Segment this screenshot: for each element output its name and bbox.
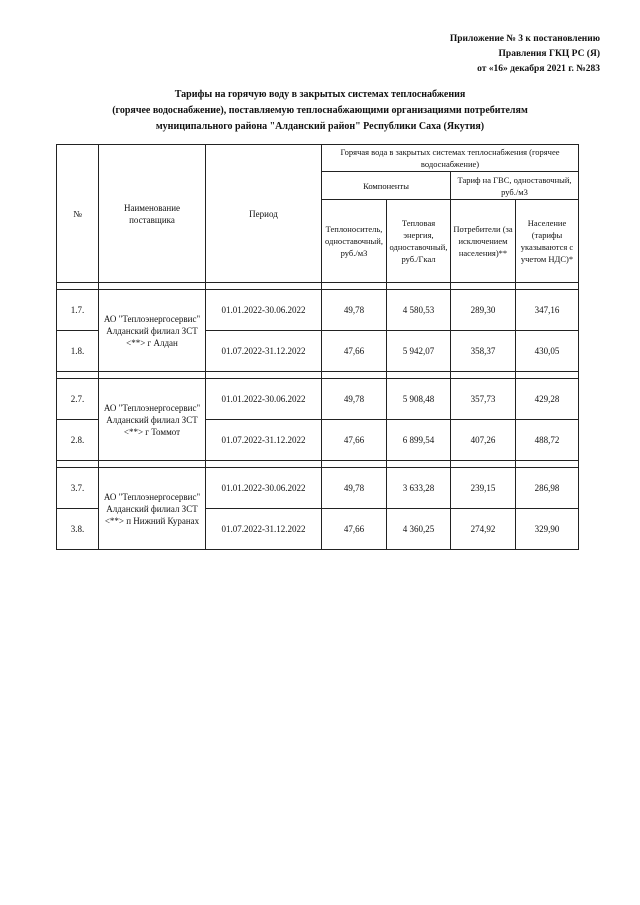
header-heat-energy: Тепловая энергия, одноставочный, руб./Гкал <box>387 200 451 283</box>
heat-energy-cell: 4 360,25 <box>387 509 451 550</box>
population-tariff-cell: 347,16 <box>516 290 579 331</box>
population-tariff-cell: 430,05 <box>516 331 579 372</box>
header-components: Компоненты <box>322 172 451 200</box>
header-tariff-gvs: Тариф на ГВС, одноставочный, руб./м3 <box>451 172 579 200</box>
consumers-tariff-cell: 358,37 <box>451 331 516 372</box>
header-consumers: Потребители (за исключением населения)** <box>451 200 516 283</box>
row-number: 2.8. <box>57 420 99 461</box>
row-number: 1.8. <box>57 331 99 372</box>
document-title <box>40 87 600 135</box>
consumers-tariff-cell: 407,26 <box>451 420 516 461</box>
population-tariff-cell: 286,98 <box>516 468 579 509</box>
row-number: 3.8. <box>57 509 99 550</box>
group-separator <box>57 283 579 290</box>
header-period: Период <box>206 145 322 283</box>
period-cell: 01.07.2022-31.12.2022 <box>206 509 322 550</box>
title-line: Тарифы на горячую воду в закрытых системах теплоснабжения <box>174 89 466 100</box>
row-number: 2.7. <box>57 379 99 420</box>
heat-carrier-cell: 49,78 <box>322 468 387 509</box>
group-separator <box>57 461 579 468</box>
header-population: Население (тарифы указываются с учетом НДС)* <box>516 200 579 283</box>
heat-energy-cell: 4 580,53 <box>387 290 451 331</box>
population-tariff-cell: 429,28 <box>516 379 579 420</box>
period-cell: 01.01.2022-30.06.2022 <box>206 468 322 509</box>
appendix-line: от «16» декабря 2021 г. №283 <box>477 64 600 74</box>
period-cell: 01.01.2022-30.06.2022 <box>206 290 322 331</box>
consumers-tariff-cell: 289,30 <box>451 290 516 331</box>
heat-carrier-cell: 47,66 <box>322 331 387 372</box>
heat-carrier-cell: 49,78 <box>322 379 387 420</box>
period-cell: 01.07.2022-31.12.2022 <box>206 331 322 372</box>
period-cell: 01.01.2022-30.06.2022 <box>206 379 322 420</box>
supplier-name: АО "Теплоэнергосервис" Алданский филиал ЗСТ <**> г Алдан <box>99 290 206 372</box>
heat-carrier-cell: 47,66 <box>322 509 387 550</box>
appendix-line: Приложение № 3 к постановлению <box>449 34 600 44</box>
period-cell: 01.07.2022-31.12.2022 <box>206 420 322 461</box>
row-number: 1.7. <box>57 290 99 331</box>
row-number: 3.7. <box>57 468 99 509</box>
header-heat-carrier: Теплоноситель, одноставочный, руб./м3 <box>322 200 387 283</box>
heat-energy-cell: 6 899,54 <box>387 420 451 461</box>
heat-carrier-cell: 47,66 <box>322 420 387 461</box>
header-hot-water: Горячая вода в закрытых системах теплоснабжения (горячее водоснабжение) <box>322 145 579 172</box>
population-tariff-cell: 488,72 <box>516 420 579 461</box>
title-line: (горячее водоснабжение), поставляемую теплоснабжающими организациями потребителям <box>112 105 528 116</box>
supplier-name: АО "Теплоэнергосервис" Алданский филиал ЗСТ <**> п Нижний Куранах <box>99 468 206 550</box>
population-tariff-cell: 329,90 <box>516 509 579 550</box>
table-row <box>57 290 579 331</box>
heat-energy-cell: 3 633,28 <box>387 468 451 509</box>
header-num: № <box>57 145 99 283</box>
heat-energy-cell: 5 908,48 <box>387 379 451 420</box>
tariff-table <box>56 144 579 550</box>
header-supplier: Наименование поставщика <box>99 145 206 283</box>
appendix-reference <box>300 32 600 77</box>
consumers-tariff-cell: 357,73 <box>451 379 516 420</box>
heat-energy-cell: 5 942,07 <box>387 331 451 372</box>
table-row <box>57 379 579 420</box>
supplier-name: АО "Теплоэнергосервис" Алданский филиал ЗСТ <**> г Томмот <box>99 379 206 461</box>
consumers-tariff-cell: 239,15 <box>451 468 516 509</box>
table-row <box>57 468 579 509</box>
consumers-tariff-cell: 274,92 <box>451 509 516 550</box>
group-separator <box>57 372 579 379</box>
heat-carrier-cell: 49,78 <box>322 290 387 331</box>
title-line: муниципального района "Алданский район" Республики Саха (Якутия) <box>155 121 485 132</box>
appendix-line: Правления ГКЦ РС (Я) <box>498 49 600 59</box>
